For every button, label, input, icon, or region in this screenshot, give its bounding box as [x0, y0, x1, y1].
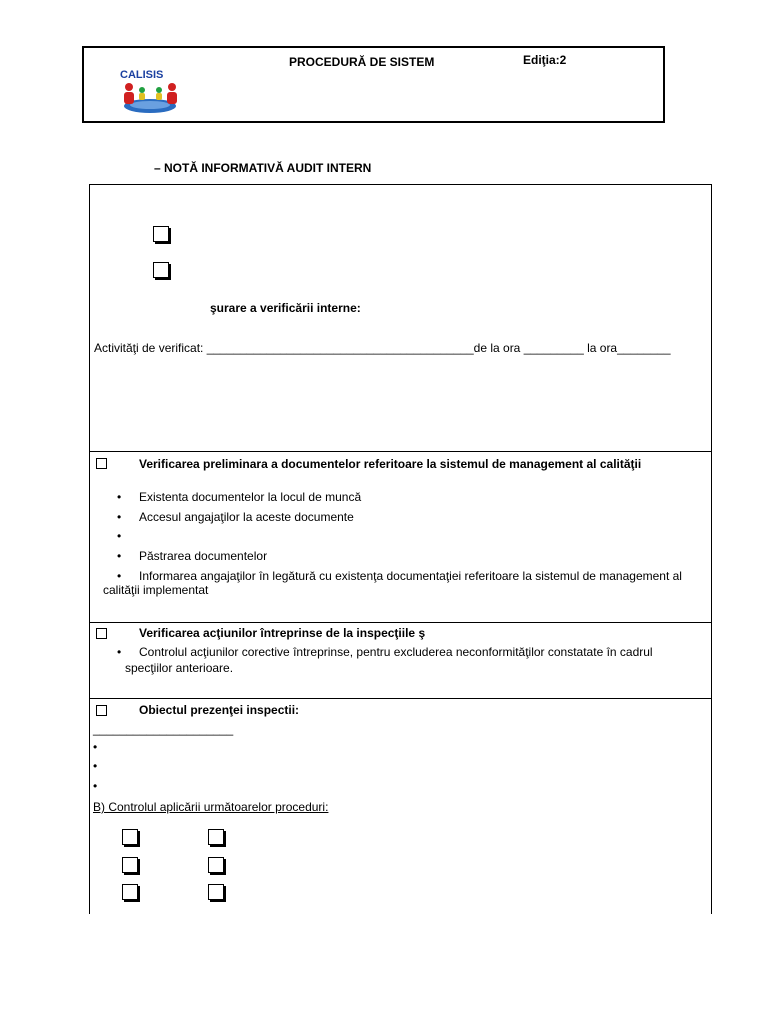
bullet-marker: • — [117, 510, 122, 524]
checkbox-2[interactable] — [153, 262, 169, 278]
list-item: Existenta documentelor la locul de muncă — [139, 490, 362, 504]
bullet-marker: • — [117, 645, 122, 659]
doc-title: – NOTĂ INFORMATIVĂ AUDIT INTERN — [154, 161, 372, 175]
procedure-checkbox[interactable] — [122, 884, 138, 900]
section3-item: Controlul acţiunilor corective întreprinse, pentru excluderea neconformităţilor constatate în cadrul — [139, 645, 653, 659]
bullet-marker: • — [117, 529, 122, 543]
bullet-marker: • — [117, 490, 122, 504]
procedures-label: B) Controlul aplicării următoarelor proceduri: — [93, 800, 329, 814]
list-item: Accesul angajaţilor la aceste documente — [139, 510, 354, 524]
logo-text: CALISIS — [120, 69, 164, 81]
header-title: PROCEDURĂ DE SISTEM — [289, 55, 435, 69]
checkbox-1[interactable] — [153, 226, 169, 242]
list-item: Păstrarea documentelor — [139, 549, 268, 563]
section4-heading: Obiectul prezenţei inspectii: — [139, 703, 300, 717]
bullet-marker: • — [93, 779, 98, 793]
section4-checkbox[interactable] — [96, 705, 107, 716]
divider-2 — [89, 622, 712, 623]
blank-line: _____________________ — [93, 722, 234, 736]
section3-heading: Verificarea acţiunilor întreprinse de la inspecţiile ş — [139, 626, 426, 640]
procedure-checkbox[interactable] — [208, 829, 224, 845]
bullet-marker: • — [93, 740, 98, 754]
header-edition: Ediţia:2 — [523, 53, 567, 67]
activity-line: Activităţi de verificat: ________________________________________de la ora _________ la ora________ — [94, 341, 671, 355]
section2-checkbox[interactable] — [96, 458, 107, 469]
procedure-checkbox[interactable] — [122, 857, 138, 873]
section3-checkbox[interactable] — [96, 628, 107, 639]
procedure-checkbox[interactable] — [208, 857, 224, 873]
section3-item-continuation: specţiilor anterioare. — [125, 661, 234, 675]
bullet-marker: • — [117, 569, 122, 583]
list-item-continuation: calităţii implementat — [103, 583, 209, 597]
divider-3 — [89, 698, 712, 699]
section2-heading: Verificarea preliminara a documentelor referitoare la sistemul de management al calităţii — [139, 457, 642, 471]
divider-1 — [89, 451, 712, 452]
procedure-checkbox[interactable] — [208, 884, 224, 900]
bullet-marker: • — [117, 549, 122, 563]
list-item: Informarea angajaţilor în legătură cu existenţa documentaţiei referitoare la sistemul de management al — [139, 569, 682, 583]
bullet-marker: • — [93, 759, 98, 773]
calisis-logo — [112, 62, 188, 118]
section1-subheading: şurare a verificării interne: — [210, 301, 361, 315]
procedure-checkbox[interactable] — [122, 829, 138, 845]
